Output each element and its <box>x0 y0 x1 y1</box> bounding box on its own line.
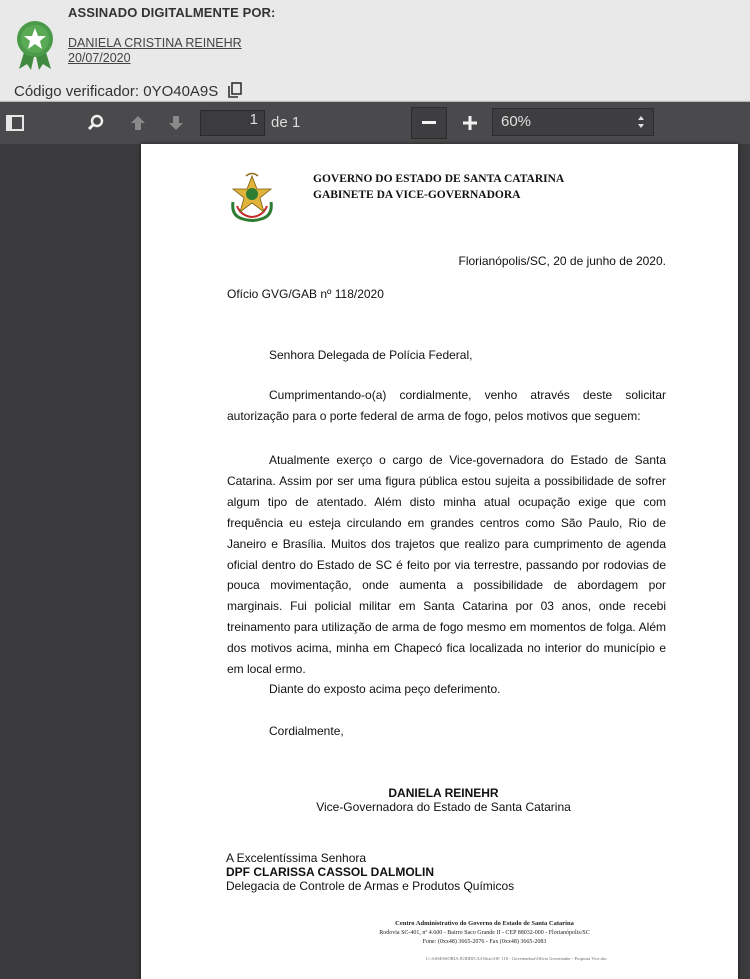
addressee-department: Delegacia de Controle de Armas e Produtos Químicos <box>226 879 515 893</box>
pdf-page <box>141 144 738 979</box>
footer-phone: Fone: (0xx48) 3665-2076 - Fax (0xx48) 3665-2083 <box>422 939 547 945</box>
addressee-name: DPF CLARISSA CASSOL DALMOLIN <box>226 865 435 879</box>
signature-banner <box>0 0 750 102</box>
search-button[interactable] <box>81 108 111 138</box>
footer-file-path: C:\ASSESSORIA JURIDICA\Ofício\OF. 118 - Governadora\Ofício Governador - Proposta Vice.doc <box>426 956 608 961</box>
minus-icon <box>422 121 436 125</box>
next-page-button[interactable] <box>161 108 191 138</box>
zoom-in-button[interactable] <box>452 107 488 139</box>
place-date: Florianópolis/SC, 20 de junho de 2020. <box>458 254 666 268</box>
header-government: GOVERNO DO ESTADO DE SANTA CATARINA <box>313 173 565 185</box>
signer-name: DANIELA REINEHR <box>388 786 499 800</box>
sidebar-toggle-button[interactable] <box>0 108 30 138</box>
signed-by-heading: ASSINADO DIGITALMENTE POR: <box>68 5 276 20</box>
arrow-down-icon <box>167 114 185 132</box>
header-cabinet: GABINETE DA VICE-GOVERNADORA <box>313 189 521 201</box>
zoom-value: 60% <box>501 113 532 130</box>
page-count-label: de 1 <box>271 114 301 131</box>
arrow-up-icon <box>129 114 147 132</box>
paragraph-reasons: Atualmente exerço o cargo de Vice-governadora do Estado de Santa Catarina. Assim por ser uma figura pública estou sujeita a possibilidade de sofrer algum tipo de atentado. Além disto minha atual ocupação exige que com frequência eu esteja circulando em grandes centros como São Paulo, Rio de Janeiro e Brasília. Muitos dos trajetos que realizo para cumprimento de agenda oficial dentro do Estado de SC é feito por via terrestre, passando por rodovias de pouca movimentação, onde aumenta a possibilidade de abordagem por marginais. Fui policial militar em Santa Catarina por 03 anos, onde recebi treinamento para utilização de arma de fogo mesmo em momentos de folga. Além dos motivos acima, minha em Chapecó fica localizada no interior do município e em local ermo. <box>227 453 666 677</box>
state-coat-of-arms-icon <box>229 172 275 222</box>
salutation: Senhora Delegada de Polícia Federal, <box>269 348 473 362</box>
signature-date-link[interactable]: 20/07/2020 <box>68 51 131 65</box>
search-icon <box>87 114 105 132</box>
office-number: Ofício GVG/GAB nº 118/2020 <box>227 287 384 301</box>
zoom-select[interactable] <box>492 108 654 136</box>
copy-icon[interactable] <box>228 82 242 98</box>
page-number-input[interactable]: 1 <box>200 110 265 136</box>
plus-icon <box>463 116 477 130</box>
closing-line: Diante do exposto acima peço deferimento. <box>269 682 501 696</box>
pdf-toolbar <box>0 102 750 144</box>
paragraph-request: Cumprimentando-o(a) cordialmente, venho através deste solicitar autorização para o porte federal de arma de fogo, pelos motivos que seguem: <box>227 388 666 423</box>
select-arrows-icon <box>637 115 645 129</box>
sidebar-icon <box>6 115 24 131</box>
signer-role: Vice-Governadora do Estado de Santa Catarina <box>316 800 571 814</box>
footer-address: Rodovia SC-401, nº 4.600 - Bairro Saco Grande II - CEP 88032-000 - Florianópolis/SC <box>379 930 590 936</box>
document-viewer[interactable] <box>0 144 750 979</box>
verification-code <box>14 82 242 100</box>
signer-name-link[interactable]: DANIELA CRISTINA REINEHR <box>68 36 242 50</box>
valediction: Cordialmente, <box>269 724 344 738</box>
zoom-out-button[interactable] <box>411 107 447 139</box>
previous-page-button[interactable] <box>123 108 153 138</box>
certificate-badge-icon <box>13 19 57 71</box>
footer-institution: Centro Administrativo do Governo do Estado de Santa Catarina <box>395 920 574 927</box>
verification-code-text: Código verificador: 0YO40A9S <box>14 83 219 100</box>
addressee-greeting: A Excelentíssima Senhora <box>226 851 367 865</box>
